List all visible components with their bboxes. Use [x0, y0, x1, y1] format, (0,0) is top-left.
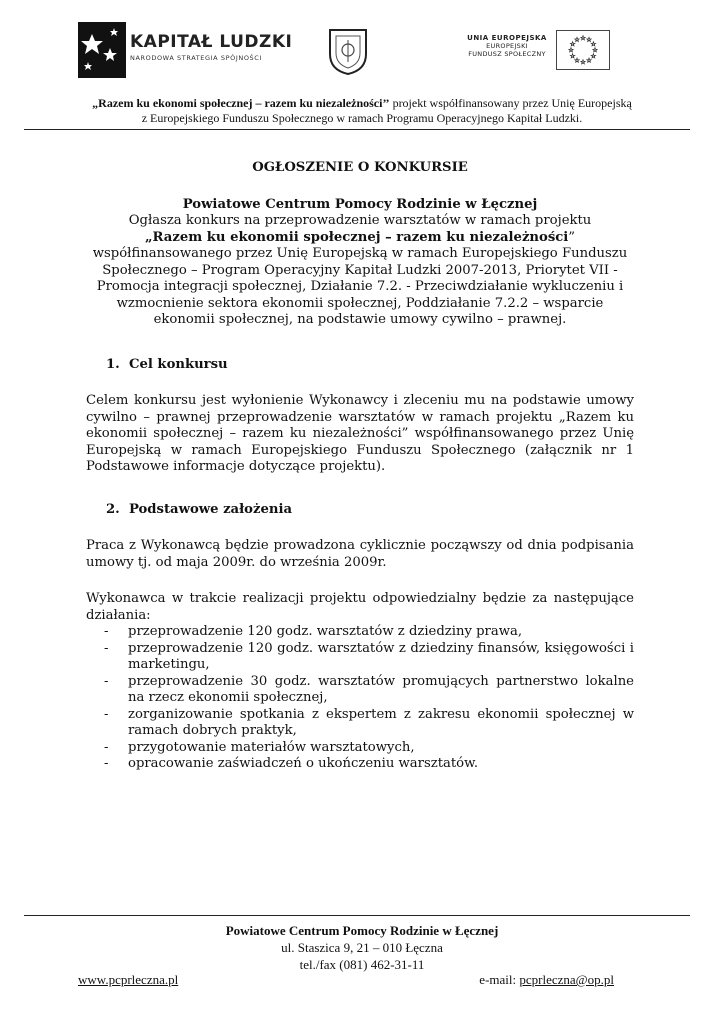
eu-text — [464, 34, 550, 58]
intro-quote-end: ” — [568, 229, 576, 245]
email-contact — [479, 972, 614, 988]
footer-divider — [24, 915, 690, 916]
footer — [0, 922, 724, 973]
footer-organization: Powiatowe Centrum Pomocy Rodzinie w Łęcznej — [225, 923, 499, 938]
list-item: - przygotowanie materiałów warsztatowych, — [86, 740, 634, 757]
eu-flag-icon — [556, 30, 610, 70]
project-program: z Europejskiego Funduszu Społecznego w ramach Programu Operacyjnego Kapitał Ludzki. — [141, 111, 583, 125]
intro-line: Ogłasza konkurs na przeprowadzenie warsztatów w ramach projektu — [128, 213, 592, 228]
section-2-paragraph-2: Wykonawca w trakcie realizacji projektu odpowiedzialny będzie za następujące działania: — [86, 591, 634, 623]
website-link[interactable]: www.pcprleczna.pl — [78, 972, 179, 987]
footer-phone: tel./fax (081) 462-31-11 — [299, 957, 425, 972]
list-item: - przeprowadzenie 120 godz. warsztatów z dziedziny prawa, — [86, 624, 634, 641]
organization-name: Powiatowe Centrum Pomocy Rodzinie w Łęcznej — [182, 196, 538, 212]
intro-project-name: „Razem ku ekonomii społecznej – razem ku niezależności — [144, 229, 569, 245]
task-list — [86, 624, 634, 773]
eu-line-1: UNIA EUROPEJSKA — [467, 34, 547, 42]
header-divider — [24, 129, 690, 130]
list-item: - opracowanie zaświadczeń o ukończeniu warsztatów. — [86, 756, 634, 773]
email-link[interactable]: pcprleczna@op.pl — [519, 972, 614, 987]
kapital-ludzki-wordmark — [130, 32, 292, 62]
section-1-text: Celem konkursu jest wyłonienie Wykonawcy i zleceniu mu na podstawie umowy cywilno – prawnej przeprowadzenie warsztatów w ramach projektu „Razem ku ekonomii społecznej – razem ku niezależności” współfinansowanego przez Unię Europejską w ramach Europejskiego Funduszu Społecznego (załącznik nr 1 Podstawowe informacje dotyczące projektu). — [86, 393, 634, 474]
document-body — [86, 160, 634, 773]
list-item: - przeprowadzenie 30 godz. warsztatów promujących partnerstwo lokalne na rzecz ekonomii społecznej, — [86, 674, 634, 707]
document-intro — [86, 197, 634, 329]
eu-line-3: FUNDUSZ SPOŁECZNY — [468, 50, 546, 58]
intro-details: współfinansowanego przez Unię Europejską w ramach Europejskiego Funduszu Społecznego – Program Operacyjny Kapitał Ludzki 2007-2013, Priorytet VII - Promocja integracji społecznej, Działanie 7.2. - Przeciwdziałanie wykluczeniu i wzmocnienie sektora ekonomii społecznej, Poddziałanie 7.2.2 – wsparcie ekonomii społecznej, na podstawie umowy cywilno – prawnej. — [92, 246, 628, 327]
section-2-heading: 2. Podstawowe założenia — [106, 501, 292, 517]
county-seal-icon — [326, 26, 370, 76]
kapital-ludzki-logo-icon — [78, 22, 126, 78]
kl-subtitle: NARODOWA STRATEGIA SPÓJNOŚCI — [130, 54, 262, 62]
project-header — [0, 96, 724, 126]
kl-title: KAPITAŁ LUDZKI — [130, 32, 293, 52]
project-name: „Razem ku ekonomi społecznej – razem ku niezależności’’ — [92, 96, 390, 110]
section-1-heading: 1. Cel konkursu — [106, 356, 228, 372]
header-logos — [0, 14, 724, 84]
footer-address: ul. Staszica 9, 21 – 010 Łęczna — [281, 940, 443, 955]
list-item: - przeprowadzenie 120 godz. warsztatów z dziedziny finansów, księgowości i marketingu, — [86, 641, 634, 674]
section-2-paragraph-1: Praca z Wykonawcą będzie prowadzona cyklicznie począwszy od dnia podpisania umowy tj. od maja 2009r. do września 2009r. — [86, 538, 634, 570]
document-title: OGŁOSZENIE O KONKURSIE — [252, 160, 468, 175]
eu-line-2: EUROPEJSKI — [486, 42, 528, 50]
list-item: - zorganizowanie spotkania z ekspertem z zakresu ekonomii społecznej w ramach dobrych praktyk, — [86, 707, 634, 740]
project-cofinanced: projekt współfinansowany przez Unię Europejską — [389, 96, 632, 110]
email-label: e-mail: — [479, 972, 520, 987]
